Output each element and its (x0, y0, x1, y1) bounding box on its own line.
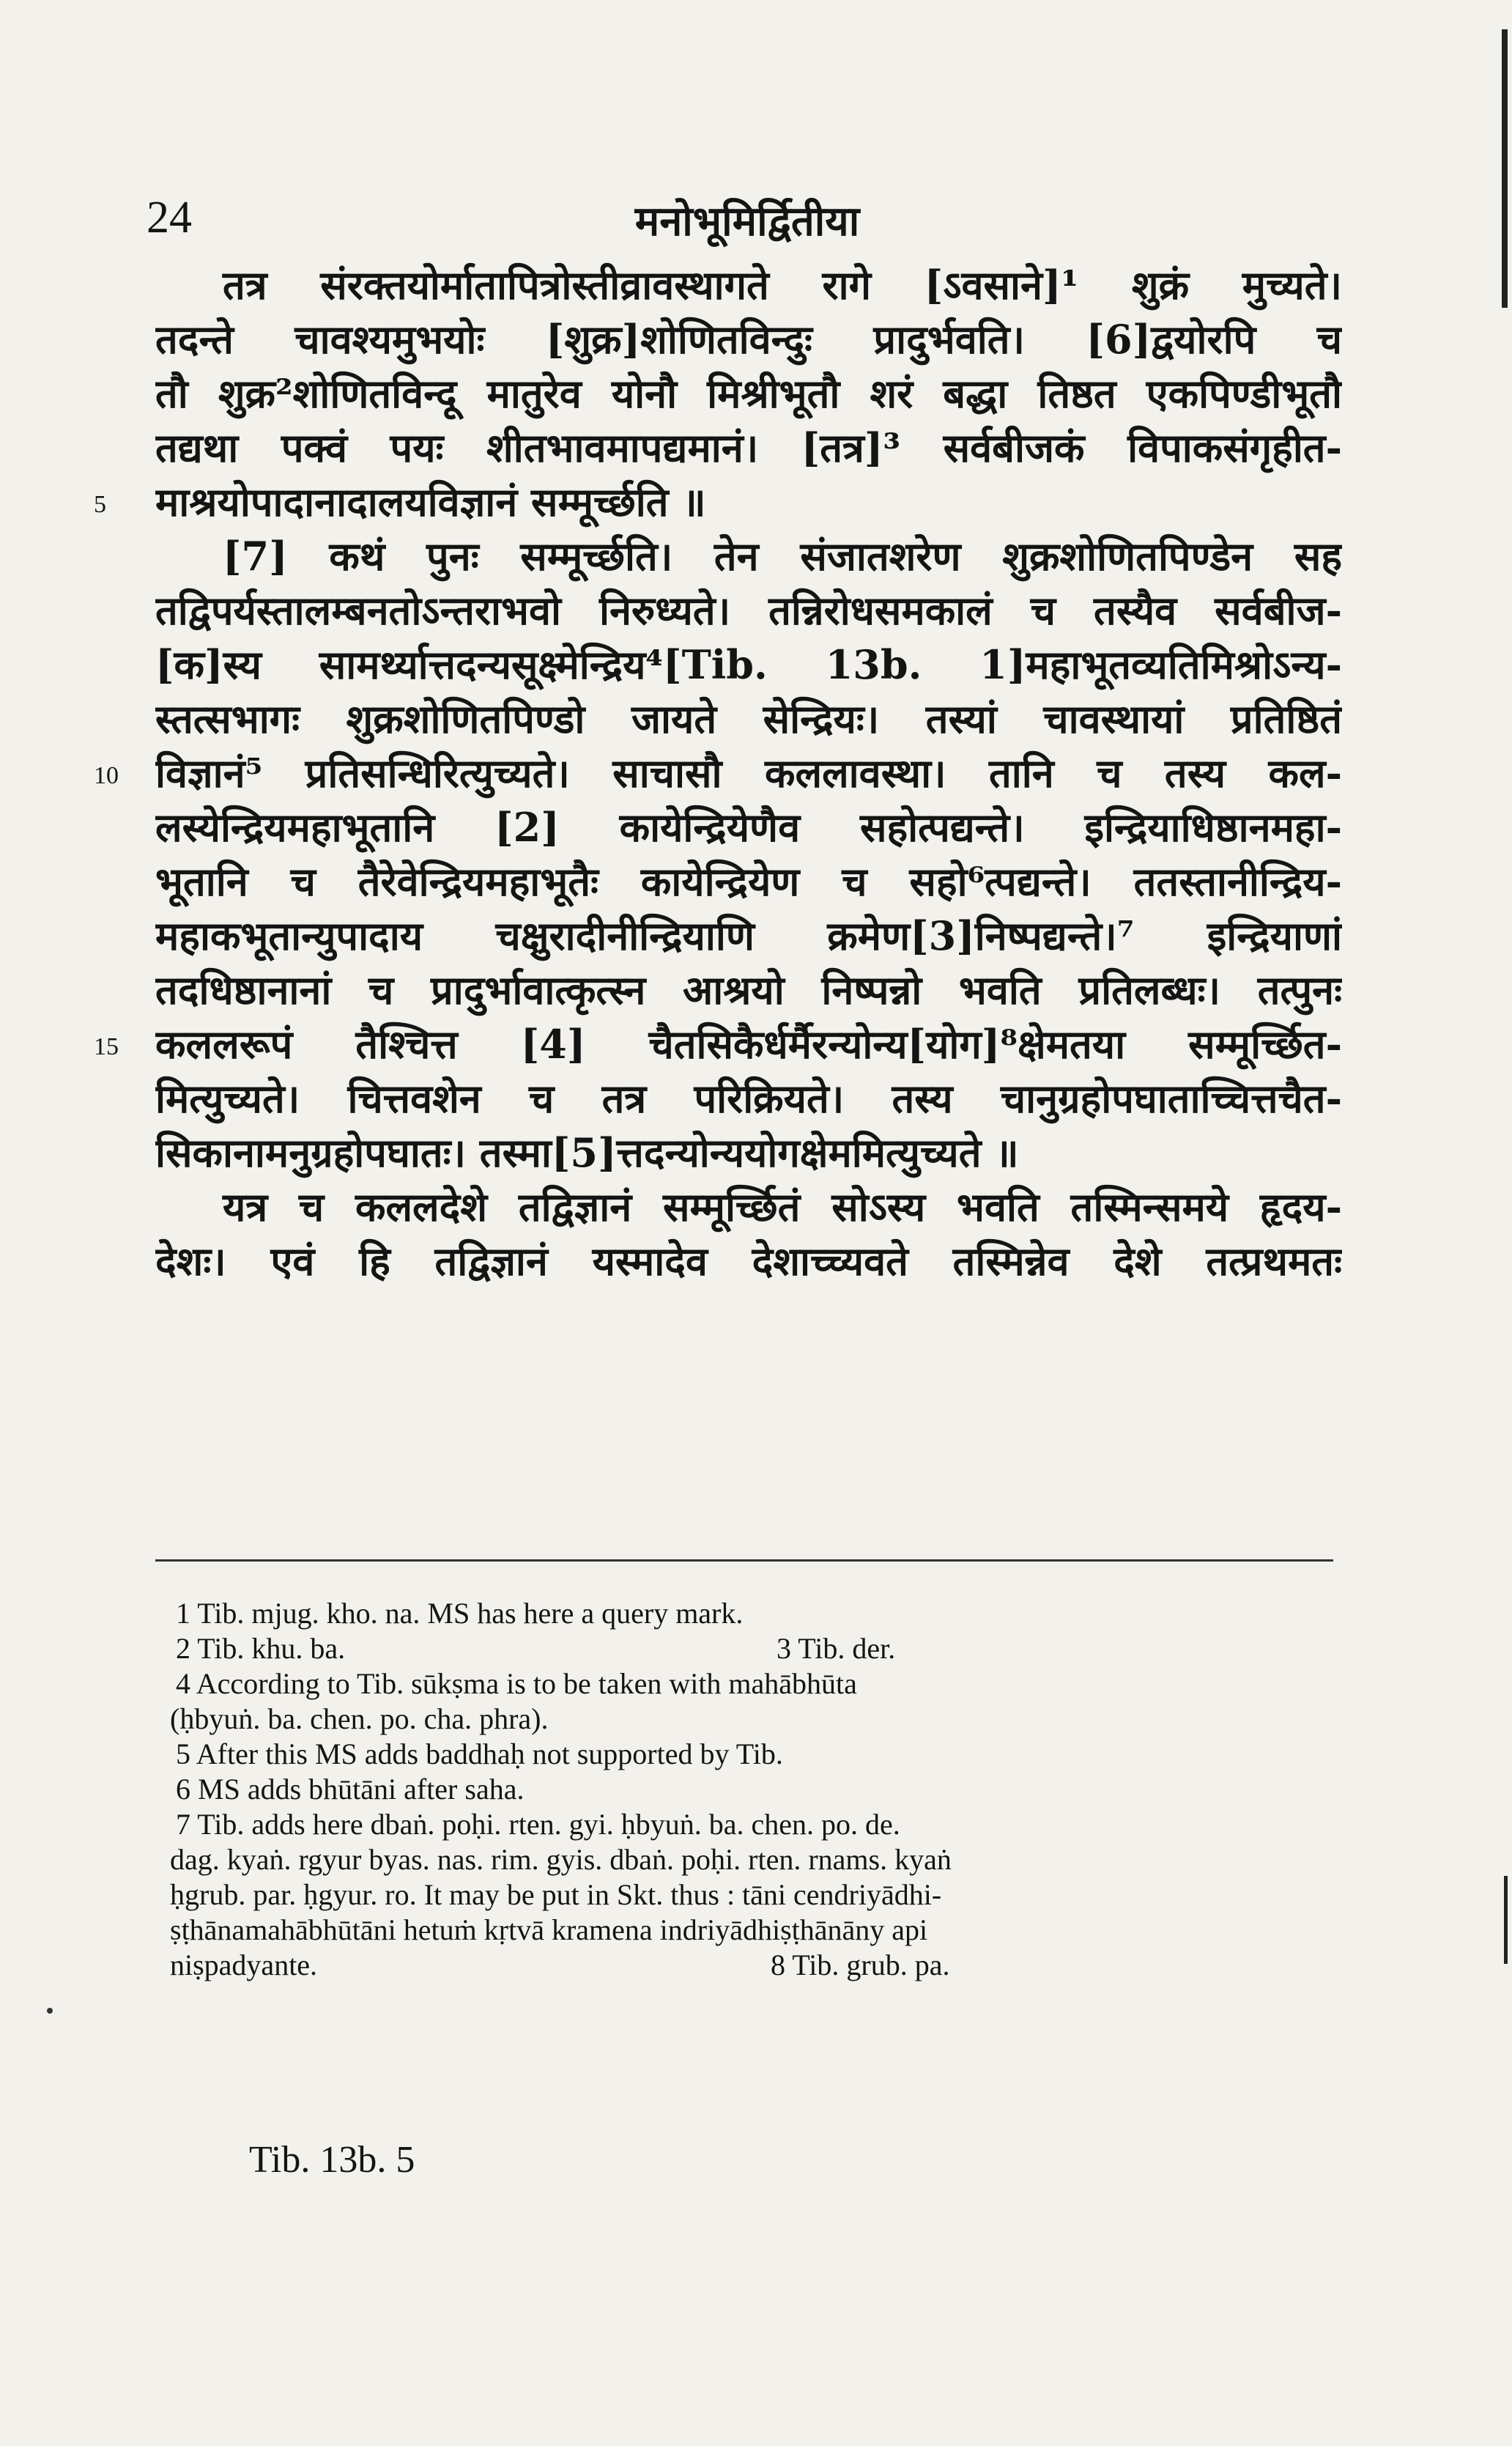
footnote-text: 4 According to Tib. sūkṣma is to be taken with mahābhūta (176, 1667, 857, 1700)
footnote-line (170, 1913, 1348, 1948)
footnote-line (170, 1948, 1348, 1983)
footnote-text: ḥgrub. par. ḥgyur. ro. It may be put in Skt. thus : tāni cendriyādhi- (170, 1878, 942, 1911)
scan-edge-mark (1504, 1876, 1508, 1964)
footnote-text: 1 Tib. mjug. kho. na. MS has here a query mark. (176, 1597, 744, 1630)
text-line: तद्यथा पक्वं पयः शीतभावमापद्यमानं। [तत्र]³ सर्वबीजकं विपाकसंगृहीत- (155, 424, 1342, 471)
text-line: [क]स्य सामर्थ्यात्तदन्यसूक्ष्मेन्द्रिय⁴[Tib. 13b. 1]महाभूतव्यतिमिश्रोऽन्य- (155, 641, 1342, 688)
footnote-text: 8 Tib. grub. pa. (771, 1948, 950, 1981)
text-line: भूतानि च तैरेवेन्द्रियमहाभूतैः कायेन्द्रियेण च सहो⁶त्पद्यन्ते। ततस्तानीन्द्रिय- (155, 858, 1342, 905)
footnote-text: 6 MS adds bhūtāni after saha. (176, 1773, 525, 1806)
text-line: तौ शुक्र²शोणितविन्दू मातुरेव योनौ मिश्रीभूतौ शरं बद्धा तिष्ठत एकपिण्डीभूतौ (155, 370, 1342, 417)
footnote-text: 5 After this MS adds baddhaḥ not supported by Tib. (176, 1737, 783, 1770)
footnote-line (176, 1772, 1348, 1807)
text-line: महाकभूतान्युपादाय चक्षुरादीनीन्द्रियाणि क्रमेण[3]निष्पद्यन्ते।⁷ इन्द्रियाणां (155, 912, 1342, 959)
footnote-line (170, 1877, 1348, 1913)
footnote-text: dag. kyaṅ. rgyur byas. nas. rim. gyis. dbaṅ. poḥi. rten. rnams. kyaṅ (170, 1843, 952, 1876)
scan-edge-mark (1502, 29, 1508, 308)
text-line: तदन्ते चावश्यमुभयोः [शुक्र]शोणितविन्दुः प्रादुर्भवति। [6]द्वयोरपि च (155, 316, 1342, 363)
text-line: विज्ञानं⁵ प्रतिसन्धिरित्युच्यते। साचासौ कललावस्था। तानि च तस्य कल- (155, 750, 1342, 797)
footnote-line (176, 1596, 1348, 1631)
footnote-line (176, 1807, 1348, 1842)
footnote-divider (155, 1559, 1333, 1562)
footnote-line (176, 1631, 1348, 1666)
text-line: माश्रयोपादानादालयविज्ञानं सम्मूर्च्छति ॥ (155, 479, 706, 525)
text-line: तदधिष्ठानानां च प्रादुर्भावात्कृत्स्न आश्रयो निष्पन्नो भवति प्रतिलब्धः। तत्पुनः (155, 967, 1342, 1013)
line-number: 15 (94, 1033, 119, 1060)
footnote-text: 7 Tib. adds here dbaṅ. poḥi. rten. gyi. ḥbyuṅ. ba. chen. po. de. (176, 1808, 900, 1841)
scan-speck (47, 2008, 53, 2014)
footnote-text: 2 Tib. khu. ba. (176, 1632, 346, 1665)
page-header (147, 192, 1348, 258)
footnote-line (170, 1842, 1348, 1877)
text-line: मित्युच्यते। चित्तवशेन च तत्र परिक्रियते। तस्य चानुग्रहोपघाताच्चित्तचैत- (155, 1075, 1342, 1122)
footnote-text: niṣpadyante. (170, 1948, 318, 1981)
footnote-line (176, 1737, 1348, 1772)
footnote-line (176, 1666, 1348, 1702)
running-title: मनोभूमिर्द्वितीया (634, 197, 860, 245)
margin-note: Tib. 13b. 5 (249, 2139, 415, 2181)
footnotes (170, 1596, 1348, 1983)
text-line: स्तत्सभागः शुक्रशोणितपिण्डो जायते सेन्द्रियः। तस्यां चावस्थायां प्रतिष्ठितं (155, 695, 1342, 742)
footnote-line (170, 1702, 1348, 1737)
line-number: 10 (94, 762, 119, 789)
footnote-text: (ḥbyuṅ. ba. chen. po. cha. phra). (170, 1702, 549, 1735)
text-line: तत्र संरक्तयोर्मातापित्रोस्तीव्रावस्थागते रागे [ऽवसाने]¹ शुक्रं मुच्यते। (223, 262, 1342, 308)
footnote-text: 3 Tib. der. (777, 1632, 896, 1665)
text-line: सिकानामनुग्रहोपघातः। तस्मा[5]त्तदन्योन्ययोगक्षेममित्युच्यते ॥ (155, 1129, 1019, 1176)
footnote-text: ṣṭhānamahābhūtāni hetuṁ kṛtvā kramena indriyādhiṣṭhānāny api (170, 1913, 928, 1946)
text-line: देशः। एवं हि तद्विज्ञानं यस्मादेव देशाच्च्यवते तस्मिन्नेव देशे तत्प्रथमतः (155, 1238, 1342, 1285)
text-line: तद्विपर्यस्तालम्बनतोऽन्तराभवो निरुध्यते। तन्निरोधसमकालं च तस्यैव सर्वबीज- (155, 587, 1342, 634)
text-line: लस्येन्द्रियमहाभूतानि [2] कायेन्द्रियेणैव सहोत्पद्यन्ते। इन्द्रियाधिष्ठानमहा- (155, 804, 1342, 851)
main-text-block (155, 258, 1342, 1288)
text-line: यत्र च कललदेशे तद्विज्ञानं सम्मूर्च्छितं सोऽस्य भवति तस्मिन्समये हृदय- (223, 1183, 1342, 1230)
page-number: 24 (147, 193, 192, 243)
text-line: [7] कथं पुनः सम्मूर्च्छति। तेन संजातशरेण शुक्रशोणितपिण्डेन सह (223, 533, 1342, 580)
text-line: कललरूपं तैश्चित्त [4] चैतसिकैर्धर्मैरन्योन्य[योग]⁸क्षेमतया सम्मूर्च्छित- (155, 1021, 1342, 1068)
line-number: 5 (94, 491, 106, 518)
